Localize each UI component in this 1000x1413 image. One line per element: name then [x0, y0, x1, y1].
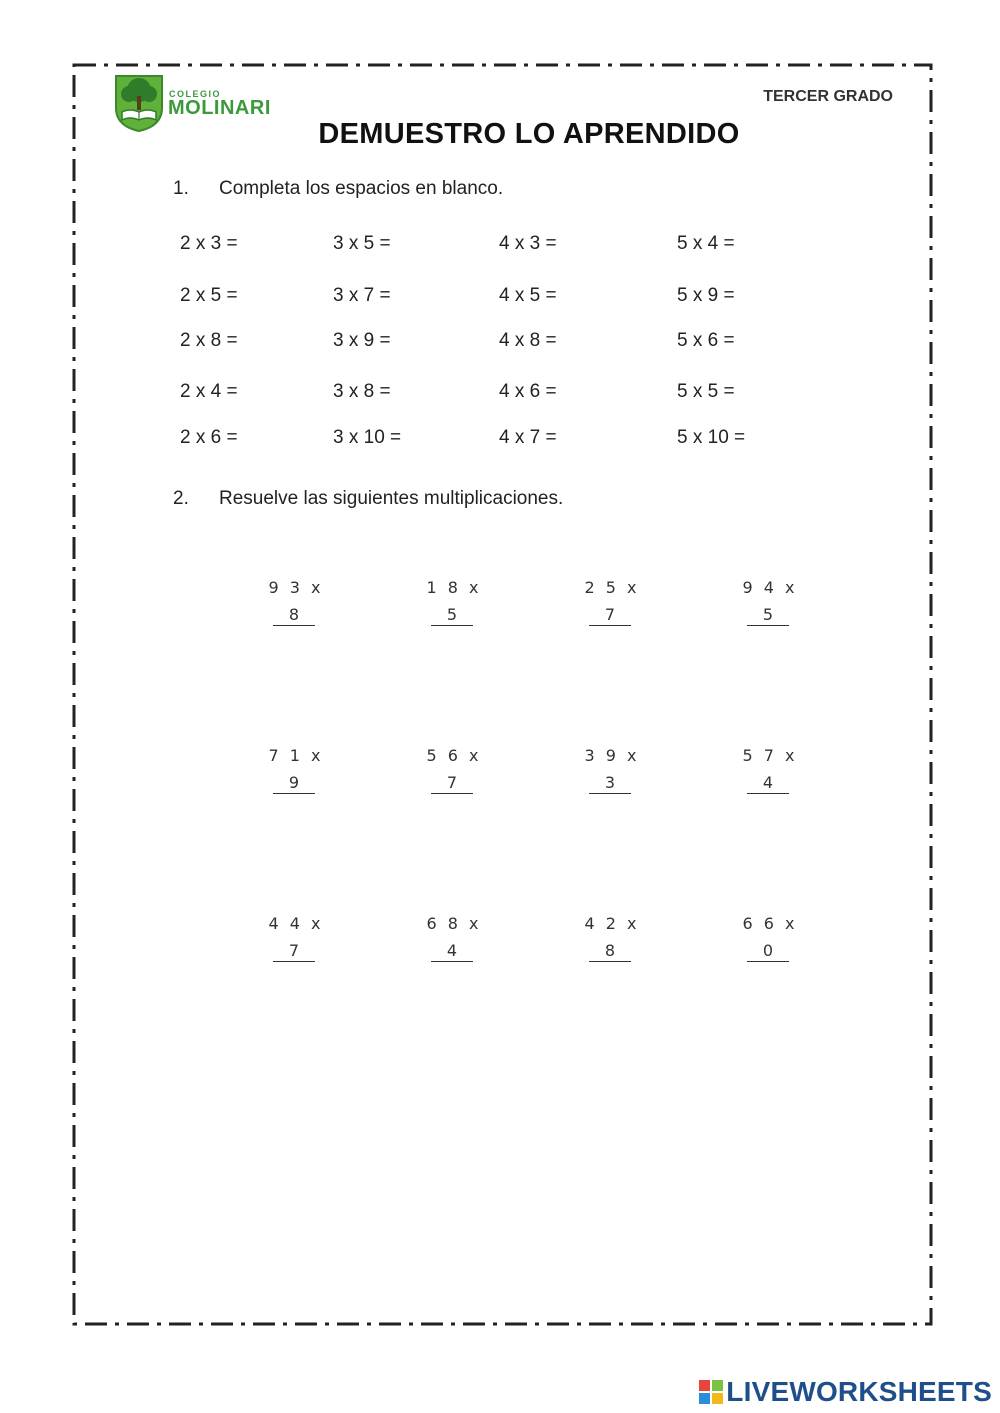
equation-text: 4 x 3 =: [499, 233, 557, 254]
equation-text: 4 x 8 =: [499, 330, 557, 351]
multiplicand: 2 5 x: [584, 578, 640, 597]
section1-number: 1.: [173, 178, 189, 199]
school-name: MOLINARI: [168, 97, 271, 119]
multiplicand: 9 3 x: [268, 578, 324, 597]
multiplier: 0: [747, 941, 789, 962]
multiplicand: 5 6 x: [426, 746, 482, 765]
equation-text: 4 x 6 =: [499, 381, 557, 402]
multiplication-problem: [740, 914, 800, 962]
multiplier: 5: [431, 605, 473, 626]
equation-text: 5 x 4 =: [677, 233, 735, 254]
multiplication-problem: [266, 914, 326, 962]
multiplicand: 5 7 x: [742, 746, 798, 765]
brand-footer: [699, 1377, 992, 1407]
multiplier: 4: [747, 773, 789, 794]
equation-text: 4 x 7 =: [499, 427, 557, 448]
equation-text: 3 x 5 =: [333, 233, 391, 254]
equation-text: 3 x 7 =: [333, 285, 391, 306]
equation-text: 4 x 5 =: [499, 285, 557, 306]
multiplier: 7: [589, 605, 631, 626]
multiplication-problem: [266, 746, 326, 794]
multiplication-problem: [582, 578, 642, 626]
multiplier: 4: [431, 941, 473, 962]
multiplier: 5: [747, 605, 789, 626]
multiplicand: 7 1 x: [268, 746, 324, 765]
equation-text: 5 x 5 =: [677, 381, 735, 402]
multiplication-problem: [740, 746, 800, 794]
multiplier: 3: [589, 773, 631, 794]
multiplication-problem: [582, 746, 642, 794]
multiplicand: 4 2 x: [584, 914, 640, 933]
section2-number: 2.: [173, 488, 189, 509]
multiplier: 8: [589, 941, 631, 962]
equation-text: 2 x 5 =: [180, 285, 238, 306]
school-prefix: COLEGIO: [169, 89, 222, 99]
equation-text: 5 x 6 =: [677, 330, 735, 351]
multiplicand: 6 6 x: [742, 914, 798, 933]
section2-text: Resuelve las siguientes multiplicaciones.: [219, 488, 564, 509]
multiplicand: 1 8 x: [426, 578, 482, 597]
section2-instruction: [173, 488, 563, 510]
multiplicand: 3 9 x: [584, 746, 640, 765]
equation-text: 3 x 9 =: [333, 330, 391, 351]
multiplier: 8: [273, 605, 315, 626]
page-title: DEMUESTRO LO APRENDIDO: [318, 118, 740, 150]
brand-name: LIVEWORKSHEETS: [726, 1376, 992, 1407]
equation-text: 3 x 10 =: [333, 427, 402, 448]
section1-text: Completa los espacios en blanco.: [219, 178, 504, 199]
multiplication-problem: [424, 578, 484, 626]
equation-text: 2 x 3 =: [180, 233, 238, 254]
section1-instruction: [173, 178, 503, 200]
multiplication-problem: [266, 578, 326, 626]
multiplicand: 6 8 x: [426, 914, 482, 933]
multiplication-problem: [740, 578, 800, 626]
multiplier: 9: [273, 773, 315, 794]
liveworksheets-logo-icon: [699, 1380, 723, 1404]
multiplicand: 9 4 x: [742, 578, 798, 597]
multiplication-problem: [424, 746, 484, 794]
grade-label: TERCER GRADO: [763, 88, 893, 105]
equation-text: 2 x 6 =: [180, 427, 238, 448]
multiplicand: 4 4 x: [268, 914, 324, 933]
equation-text: 2 x 4 =: [180, 381, 238, 402]
equation-text: 5 x 10 =: [677, 427, 746, 448]
multiplication-problem: [582, 914, 642, 962]
multiplier: 7: [273, 941, 315, 962]
multiplication-problem: [424, 914, 484, 962]
equation-text: 2 x 8 =: [180, 330, 238, 351]
equation-text: 3 x 8 =: [333, 381, 391, 402]
equation-text: 5 x 9 =: [677, 285, 735, 306]
multiplier: 7: [431, 773, 473, 794]
